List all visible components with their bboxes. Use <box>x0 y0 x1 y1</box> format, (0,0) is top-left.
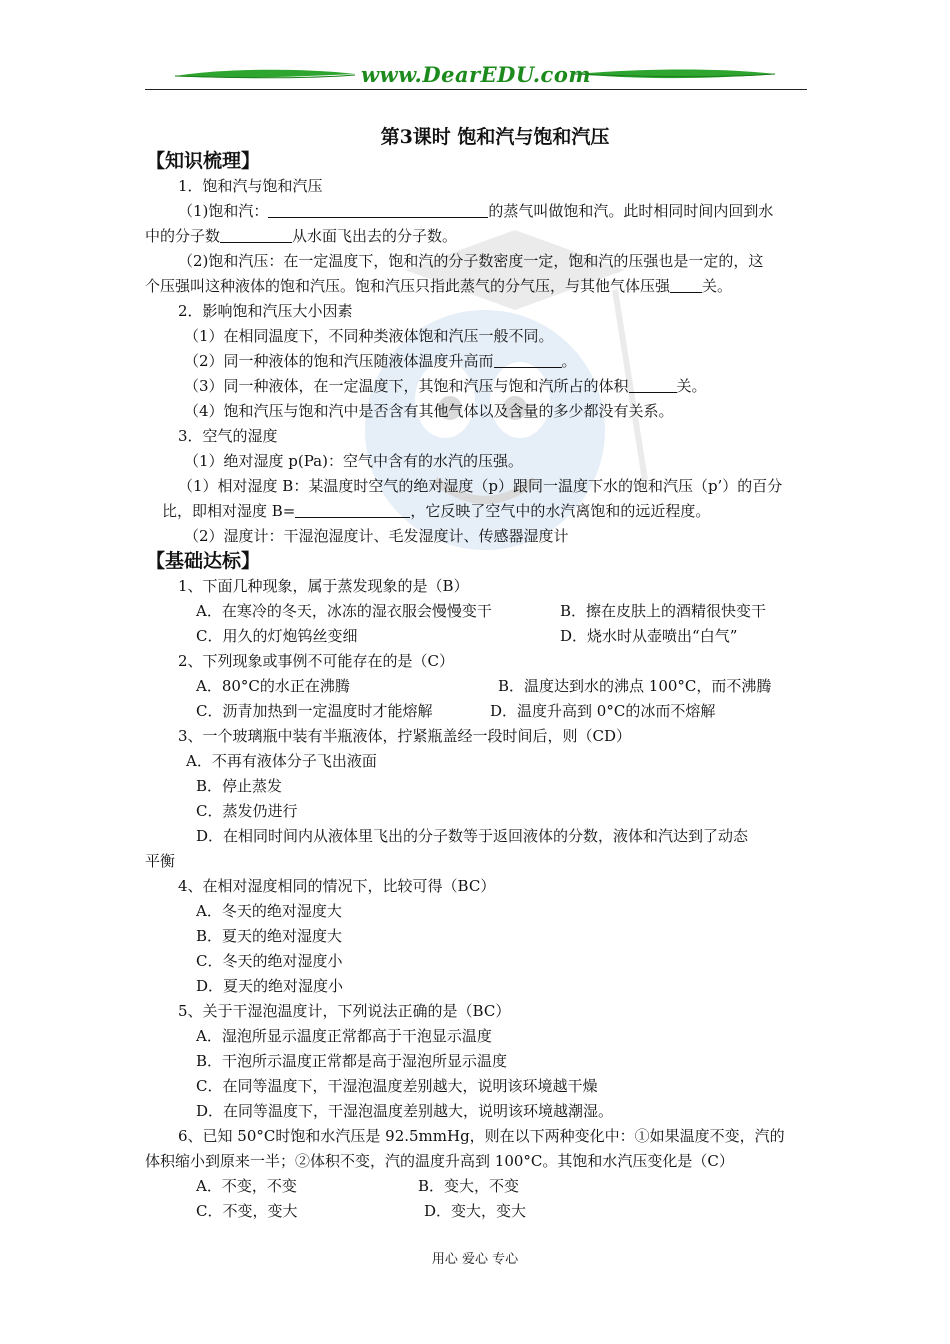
option-d: D．温度升高到 0°C的冰而不熔解 <box>490 702 716 720</box>
question-stem-continued: 体积缩小到原来一半；②体积不变，汽的温度升高到 100°C。其饱和水汽压变化是（C） <box>145 1152 734 1170</box>
fill-blank <box>670 276 702 293</box>
knowledge-line: 2．影响饱和汽压大小因素 <box>178 302 353 320</box>
option-b: B．温度达到水的沸点 100°C，而不沸腾 <box>498 677 772 695</box>
knowledge-text: 比，即相对湿度 B= <box>162 502 296 520</box>
knowledge-line <box>145 276 732 296</box>
page-footer: 用心 爱心 专心 <box>431 1252 519 1267</box>
option-c: C．不变，变大 <box>196 1202 298 1220</box>
question-stem: 2、下列现象或事例不可能存在的是（C） <box>178 652 455 670</box>
question-stem: 1、下面几种现象，属于蒸发现象的是（B） <box>178 577 469 595</box>
knowledge-text: （2）同一种液体的饱和汽压随液体温度升高而 <box>184 352 494 370</box>
knowledge-line: （2)饱和汽压：在一定温度下，饱和汽的分子数密度一定，饱和汽的压强也是一定的，这 <box>178 252 764 270</box>
knowledge-text: 中的分子数 <box>145 227 221 245</box>
option-c: C．在同等温度下，干湿泡温度差别越大，说明该环境越干燥 <box>196 1077 598 1095</box>
option-c: C．用久的灯炮钨丝变细 <box>196 627 358 645</box>
knowledge-line: （1）在相同温度下，不同种类液体饱和汽压一般不同。 <box>184 327 554 345</box>
option-b: B．干泡所示温度正常都是高于湿泡所显示温度 <box>196 1052 508 1070</box>
knowledge-line: （1）绝对湿度 p(Pa)：空气中含有的水汽的压强。 <box>184 452 523 470</box>
knowledge-line <box>162 501 710 521</box>
option-c: C．沥青加热到一定温度时才能熔解 <box>196 702 433 720</box>
knowledge-line: （2）湿度计：干湿泡湿度计、毛发湿度计、传感器湿度计 <box>184 527 569 545</box>
lesson-title: 第3课时 饱和汽与饱和汽压 <box>380 126 610 148</box>
option-a: A．不变，不变 <box>196 1177 297 1195</box>
option-d-continued: 平衡 <box>145 852 176 870</box>
fill-blank <box>629 376 677 393</box>
option-a: A．不再有液体分子飞出液面 <box>186 752 377 770</box>
fill-blank <box>268 201 488 218</box>
knowledge-line: （4）饱和汽压与饱和汽中是否含有其他气体以及含量的多少都没有关系。 <box>184 402 674 420</box>
question-stem: 3、一个玻璃瓶中装有半瓶液体，拧紧瓶盖经一段时间后，则（CD） <box>178 727 632 745</box>
knowledge-text: 的蒸气叫做饱和汽。此时相同时间内回到水 <box>488 202 774 220</box>
section-heading-knowledge: 【知识梳理】 <box>146 150 261 172</box>
knowledge-line <box>178 201 773 221</box>
option-c: C．蒸发仍进行 <box>196 802 298 820</box>
knowledge-line: 1．饱和汽与饱和汽压 <box>178 177 323 195</box>
option-d: D．在同等温度下，干湿泡温度差别越大，说明该环境越潮湿。 <box>196 1102 614 1120</box>
knowledge-text: （3）同一种液体，在一定温度下，其饱和汽压与饱和汽所占的体积 <box>184 377 629 395</box>
question-stem: 6、已知 50°C时饱和水汽压是 92.5mmHg，则在以下两种变化中：①如果温度不变，汽的 <box>178 1127 785 1145</box>
option-a: A．湿泡所显示温度正常都高于干泡显示温度 <box>196 1027 492 1045</box>
fill-blank <box>494 351 562 368</box>
page-header <box>145 62 807 92</box>
section-heading-basics: 【基础达标】 <box>146 550 261 572</box>
option-d: D．变大，变大 <box>424 1202 527 1220</box>
knowledge-line <box>184 376 707 396</box>
option-d: D．在相同时间内从液体里飞出的分子数等于返回液体的分数，液体和汽达到了动态 <box>196 827 749 845</box>
knowledge-text: 从水面飞出去的分子数。 <box>292 227 458 245</box>
option-b: B．变大，不变 <box>418 1177 520 1195</box>
option-d: D．烧水时从壶喷出“白气” <box>560 627 738 645</box>
header-site-name: www.DearEDU.com <box>360 62 592 87</box>
fill-blank <box>295 501 410 518</box>
knowledge-line: （1）相对湿度 B：某温度时空气的绝对湿度（p）跟同一温度下水的饱和汽压（p’）的百分 <box>178 477 783 495</box>
knowledge-line <box>184 351 577 371</box>
knowledge-text: 关。 <box>676 377 707 395</box>
option-b: B．停止蒸发 <box>196 777 283 795</box>
option-d: D．夏天的绝对湿度小 <box>196 977 344 995</box>
knowledge-line <box>145 226 457 246</box>
knowledge-text: （1)饱和汽： <box>178 202 269 220</box>
option-b: B．擦在皮肤上的酒精很快变干 <box>560 602 767 620</box>
option-a: A．冬天的绝对湿度大 <box>196 902 342 920</box>
header-rule <box>145 89 807 90</box>
knowledge-text: 。 <box>561 352 577 370</box>
knowledge-line: 3．空气的湿度 <box>178 427 278 445</box>
option-b: B．夏天的绝对湿度大 <box>196 927 343 945</box>
option-a: A．80°C的水正在沸腾 <box>196 677 350 695</box>
option-c: C．冬天的绝对湿度小 <box>196 952 343 970</box>
fill-blank <box>220 226 292 243</box>
knowledge-text: ，它反映了空气中的水汽离饱和的远近程度。 <box>410 502 711 520</box>
knowledge-text: 关。 <box>702 277 733 295</box>
question-stem: 5、关于干湿泡温度计，下列说法正确的是（BC） <box>178 1002 511 1020</box>
question-stem: 4、在相对湿度相同的情况下，比较可得（BC） <box>178 877 496 895</box>
option-a: A．在寒冷的冬天，冰冻的湿衣服会慢慢变干 <box>196 602 492 620</box>
knowledge-text: 个压强叫这种液体的饱和汽压。饱和汽压只指此蒸气的分气压，与其他气体压强 <box>145 277 671 295</box>
